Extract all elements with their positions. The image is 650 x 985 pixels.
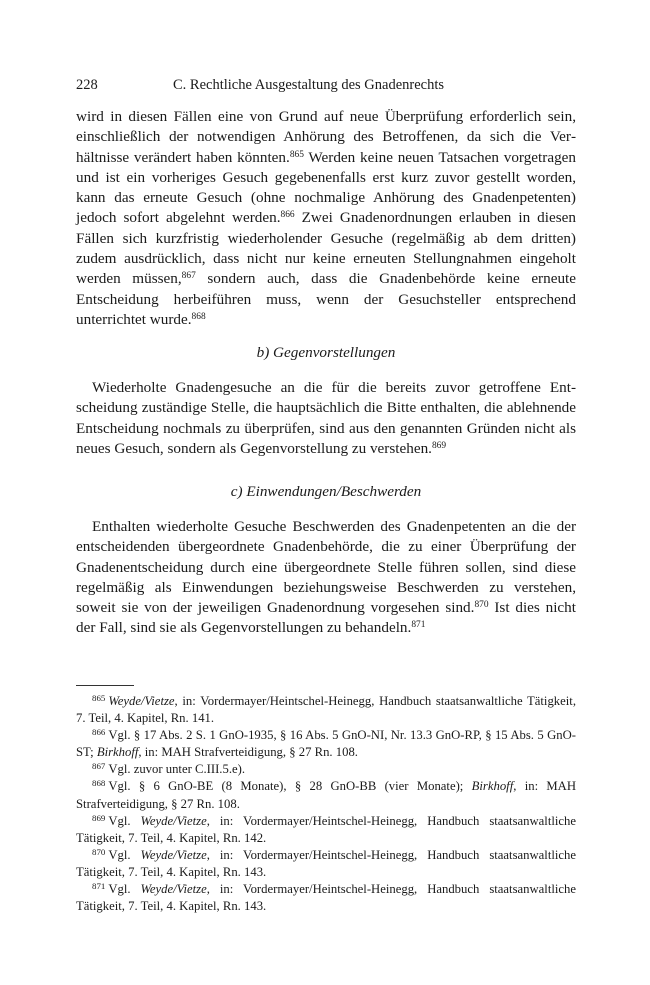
footnote-ref-868[interactable]: 868 (191, 311, 206, 322)
section-heading-b: b) Gegenvorstellungen (256, 344, 396, 361)
footnote-866: $^{866}$ Vgl. § 17 Abs. 2 S. 1 GnO-1935, § 16 Abs. 5 GnO-NI, Nr. 13.3 GnO-RP, § 15 Abs. 5 GnO-ST; Birkhoff, in: MAH Strafverteidigung, § 27 Rn. 108. (76, 727, 576, 760)
footnote-869: $^{869}$ Vgl. Weyde/Vietze, in: Vordermayer/Heintschel-Heinegg, Handbuch staatsanwaltliche Tätigkeit, 7. Teil, 4. Kapitel, Rn. 142. (76, 812, 576, 845)
footnote-868: $^{868}$ Vgl. § 6 GnO-BE (8 Monate), § 28 GnO-BB (vier Monate); Birkhoff, in: MAH Strafverteidigung, § 27 Rn. 108. (76, 778, 577, 811)
footnote-ref-871[interactable]: 871 (411, 620, 426, 631)
page-number: 228 (76, 77, 98, 93)
section-heading-c: c) Einwendungen/Beschwerden (230, 483, 422, 500)
footnote-separator (76, 685, 134, 686)
footnote-871: $^{871}$ Vgl. Weyde/Vietze, in: Vordermayer/Heintschel-Heinegg, Handbuch staatsanwaltliche Tätigkeit, 7. Teil, 4. Kapitel, Rn. 143. (76, 881, 576, 914)
footnote-ref-866[interactable]: 866 (280, 210, 295, 221)
paragraph-2: Wiederholte Gnadengesuche an die für die bereits zuvor getroffene Entscheidung zuständige Stelle, die hauptsächlich die Bitte enthalten, die ablehnende Entscheidung nochmals zu überprüfen, sind aus den genannten Gründen nicht als neues Gesuch, sondern als Gegenvorstellung zu verstehen.$^{869}$ (76, 379, 576, 457)
footnotes (76, 693, 576, 915)
footnote-867: $^{867}$ Vgl. zuvor unter C.III.5.e). (92, 761, 246, 777)
paragraph-3: Enthalten wiederholte Gesuche Beschwerden des Gnadenpetenten an die der entscheidenden übergeordnete Gnadenbehörde, die zu einer Überprüfung der Gnadenentscheidung durch eine übergeordnete Stelle führen sollen, sind diese regelmäßig als Einwendungen beziehungsweise Beschwerden zu verstehen, soweit sie von der jeweiligen Gnadenordnung vorgesehen sind.$^{870}$ Ist dies nicht der Fall, sind sie als Gegenvorstellungen zu behandeln.$^{871}$ (76, 518, 576, 637)
footnote-ref-865[interactable]: 865 (289, 149, 304, 160)
page-header (76, 77, 576, 95)
footnote-ref-870[interactable]: 870 (474, 600, 489, 611)
footnote-870: $^{870}$ Vgl. Weyde/Vietze, in: Vordermayer/Heintschel-Heinegg, Handbuch staatsanwaltliche Tätigkeit, 7. Teil, 4. Kapitel, Rn. 143. (76, 846, 576, 879)
footnote-865: $^{865}$ Weyde/Vietze, in: Vordermayer/Heintschel-Heinegg, Handbuch staatsanwaltliche Tätigkeit, 7. Teil, 4. Kapitel, Rn. 141. (76, 693, 576, 726)
paragraph-1: wird in diesen Fällen eine von Grund auf neue Überprüfung erforderlich sein, einschließlich der notwendigen Anhörung des Betroffenen, da sich die Verhältnisse verändert haben könnten.$^{865}$ Werden keine neuen Tatsachen vorgetragen und ist ein vorheriges Gesuch gegebenenfalls erst kurz zuvor gestellt worden, kann das erneute Gesuch (ohne nochmalige Anhörung des Gnadenpetenten) jedoch sofort abgelehnt werden.$^{866}$ Zwei Gnadenordnungen erlauben in diesen Fällen sich kurzfristig wiederholender Gesuche (regelmäßig ab dem dritten) zudem ausdrücklich, dass nicht nur keine erneuten Stellungnahmen eingeholt werden müssen,$^{867}$ sondern auch, dass die Gnadenbehörde keine erneute Entscheidung herbeiführen muss, wenn der Gesuchsteller entsprechend unterrichtet wurde.$^{868}$ (76, 108, 577, 328)
footnote-ref-869[interactable]: 869 (431, 440, 447, 451)
footnote-ref-867[interactable]: 867 (181, 271, 196, 282)
running-head: C. Rechtliche Ausgestaltung des Gnadenrechts (173, 77, 445, 93)
